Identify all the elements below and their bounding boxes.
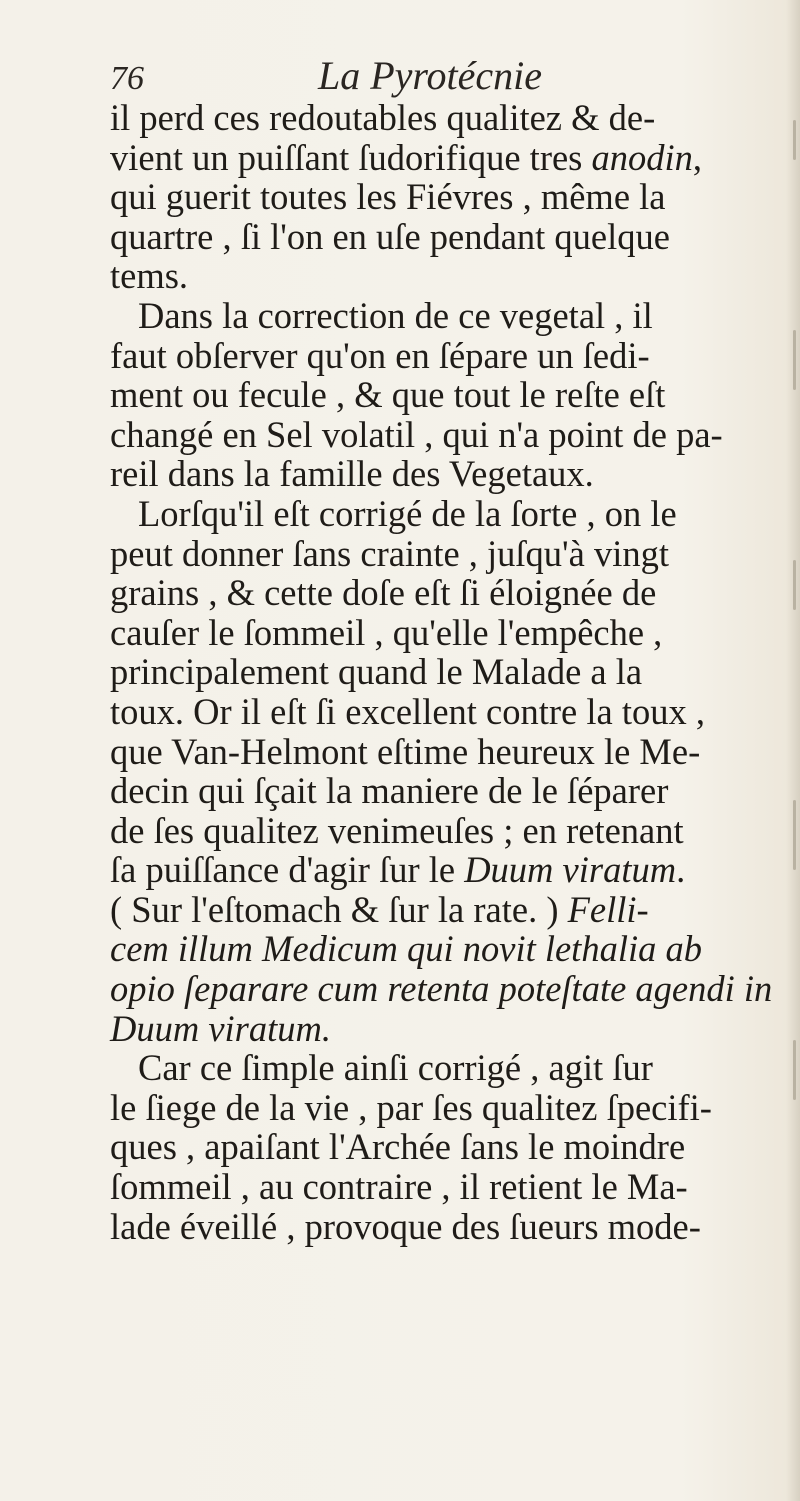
text-line bbox=[110, 811, 800, 851]
text-segment: quartre , ſi l'on en uſe pendant quelque bbox=[110, 215, 670, 257]
text-line bbox=[110, 732, 800, 772]
text-segment: Lorſqu'il eſt corrigé de la ſorte , on le bbox=[138, 492, 677, 534]
margin-mark bbox=[793, 1040, 796, 1100]
text-line bbox=[110, 850, 800, 890]
text-line bbox=[110, 138, 800, 178]
text-line bbox=[110, 890, 800, 930]
text-segment: ( Sur l'eſtomach & ſur la rate. ) bbox=[110, 888, 568, 930]
text-segment: . bbox=[676, 849, 686, 891]
text-line bbox=[110, 613, 800, 653]
text-line bbox=[110, 256, 800, 296]
text-segment: qui guerit toutes les Fiévres , même la bbox=[110, 176, 666, 218]
text-segment: ques , apaiſant l'Archée ſans le moindre bbox=[110, 1126, 686, 1168]
text-line bbox=[110, 296, 800, 336]
text-line bbox=[110, 1088, 800, 1128]
text-segment: Car ce ſimple ainſi corrigé , agit ſur bbox=[138, 1047, 653, 1089]
text-line bbox=[110, 1167, 800, 1207]
text-line bbox=[110, 1048, 800, 1088]
body-text bbox=[110, 98, 800, 1246]
text-line bbox=[110, 1207, 800, 1247]
running-title: La Pyrotécnie bbox=[318, 53, 543, 98]
text-line bbox=[110, 217, 800, 257]
text-segment: il perd ces redoutables qualitez & de- bbox=[110, 97, 656, 138]
text-line bbox=[110, 336, 800, 376]
text-segment: ment ou fecule , & que tout le reſte eſt bbox=[110, 374, 666, 416]
italic-segment: Duum viratum. bbox=[110, 1007, 332, 1049]
text-segment: changé en Sel volatil , qui n'a point de pa- bbox=[110, 413, 723, 455]
text-segment: grains , & cette doſe eſt ſi éloignée de bbox=[110, 572, 657, 614]
italic-segment: Felli- bbox=[567, 888, 649, 930]
text-line bbox=[110, 969, 800, 1009]
text-segment: ſommeil , au contraire , il retient le Ma- bbox=[110, 1166, 688, 1208]
text-segment: principalement quand le Malade a la bbox=[110, 651, 643, 693]
italic-segment: cem illum Medicum qui novit lethalia ab bbox=[110, 928, 702, 970]
text-line bbox=[110, 177, 800, 217]
text-line bbox=[110, 98, 800, 138]
text-segment: Dans la correction de ce vegetal , il bbox=[138, 294, 653, 336]
text-line bbox=[110, 1009, 800, 1049]
text-segment: cauſer le ſommeil , qu'elle l'empêche , bbox=[110, 611, 663, 653]
italic-segment: Duum viratum bbox=[464, 849, 677, 891]
text-line bbox=[110, 534, 800, 574]
text-segment: , bbox=[692, 136, 703, 178]
margin-mark bbox=[793, 120, 796, 160]
text-line bbox=[110, 573, 800, 613]
text-segment: de ſes qualitez venimeuſes ; en retenant bbox=[110, 809, 684, 851]
text-line bbox=[110, 415, 800, 455]
text-segment: faut obſerver qu'on en ſépare un ſedi- bbox=[110, 334, 650, 376]
text-line bbox=[110, 771, 800, 811]
text-segment: reil dans la famille des Vegetaux. bbox=[110, 453, 594, 495]
page-number: 76 bbox=[110, 60, 144, 97]
text-line bbox=[110, 652, 800, 692]
text-segment: decin qui ſçait la maniere de le ſéparer bbox=[110, 770, 669, 812]
text-line bbox=[110, 494, 800, 534]
text-line bbox=[110, 1127, 800, 1167]
text-segment: toux. Or il eſt ſi excellent contre la toux , bbox=[110, 690, 705, 732]
text-line bbox=[110, 692, 800, 732]
text-line bbox=[110, 454, 800, 494]
text-segment: le ſiege de la vie , par ſes qualitez ſpecifi- bbox=[110, 1086, 712, 1128]
text-line bbox=[110, 929, 800, 969]
italic-segment: opio ſeparare cum retenta poteſtate agendi in bbox=[110, 968, 773, 1010]
text-segment: lade éveillé , provoque des ſueurs mode- bbox=[110, 1205, 701, 1247]
margin-mark bbox=[793, 800, 796, 870]
margin-mark bbox=[793, 560, 796, 610]
text-segment: vient un puiſſant ſudorifique tres bbox=[110, 136, 592, 178]
text-segment: peut donner ſans crainte , juſqu'à vingt bbox=[110, 532, 669, 574]
text-line bbox=[110, 375, 800, 415]
text-segment: tems. bbox=[110, 255, 189, 297]
margin-mark bbox=[793, 330, 796, 390]
italic-segment: anodin bbox=[591, 136, 693, 178]
text-segment: que Van-Helmont eſtime heureux le Me- bbox=[110, 730, 701, 772]
text-segment: ſa puiſſance d'agir ſur le bbox=[110, 849, 465, 891]
